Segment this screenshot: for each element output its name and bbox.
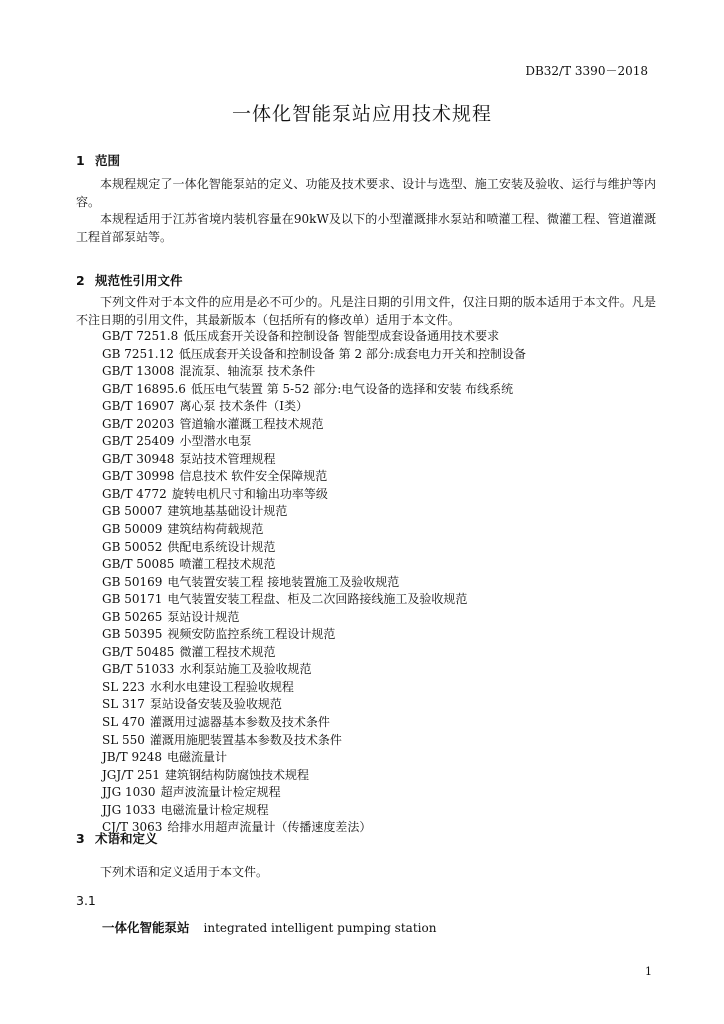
term-english: integrated intelligent pumping station: [203, 921, 437, 935]
reference-code: GB/T 51033: [102, 662, 175, 677]
reference-code: GB/T 4772: [102, 486, 167, 501]
reference-item: [102, 749, 526, 767]
reference-item: [102, 609, 526, 627]
reference-item: [102, 381, 526, 399]
reference-code: GB/T 20203: [102, 416, 175, 431]
reference-item: [102, 714, 526, 732]
reference-item: [102, 661, 526, 679]
reference-title: 低压电气装置 第 5-52 部分:电气设备的选择和安装 布线系统: [190, 381, 514, 396]
reference-item: [102, 468, 526, 486]
reference-item: [102, 503, 526, 521]
reference-code: GB/T 13008: [102, 364, 175, 379]
reference-code: GB 7251.12: [102, 346, 174, 361]
reference-code: JB/T 9248: [102, 750, 163, 765]
scope-paragraph-1: 本规程规定了一体化智能泵站的定义、功能及技术要求、设计与选型、施工安装及验收、运行与维护等内容。: [76, 177, 656, 209]
reference-title: 视频安防监控系统工程设计规范: [167, 627, 336, 642]
section-1-heading: [76, 151, 120, 169]
reference-title: 超声波流量计检定规程: [160, 785, 281, 800]
reference-code: GB/T 30948: [102, 451, 175, 466]
reference-item: [102, 398, 526, 416]
scope-paragraph-2: 本规程适用于江苏省境内装机容量在90kW及以下的小型灌溉排水泵站和喷灌工程、微灌工程、管道灌溉工程首部泵站等。: [76, 212, 656, 244]
reference-title: 泵站设备安装及验收规范: [149, 697, 282, 712]
reference-code: GB 50171: [102, 592, 163, 607]
reference-item: [102, 451, 526, 469]
reference-code: SL 223: [102, 679, 145, 694]
reference-item: [102, 679, 526, 697]
reference-item: [102, 819, 526, 837]
reference-title: 喷灌工程技术规范: [179, 557, 276, 572]
reference-title: 管道输水灌溉工程技术规范: [179, 416, 324, 431]
reference-item: [102, 416, 526, 434]
section-2-number: 2: [76, 273, 85, 288]
reference-title: 信息技术 软件安全保障规范: [179, 469, 328, 484]
reference-title: 建筑地基基础设计规范: [167, 504, 288, 519]
reference-item: [102, 732, 526, 750]
reference-code: GB 50265: [102, 609, 163, 624]
reference-title: 低压成套开关设备和控制设备 第 2 部分:成套电力开关和控制设备: [178, 346, 526, 361]
reference-code: GB/T 25409: [102, 434, 175, 449]
reference-code: CJ/T 3063: [102, 820, 163, 835]
reference-title: 给排水用超声流量计（传播速度差法）: [167, 820, 372, 835]
reference-item: [102, 696, 526, 714]
section-2-heading: [76, 271, 183, 289]
term-chinese: 一体化智能泵站: [102, 920, 190, 935]
reference-code: GB 50169: [102, 574, 163, 589]
reference-code: JJG 1030: [102, 785, 156, 800]
reference-item: [102, 591, 526, 609]
reference-item: [102, 644, 526, 662]
reference-title: 电磁流量计: [167, 750, 228, 765]
reference-item: [102, 521, 526, 539]
reference-title: 建筑结构荷载规范: [167, 522, 264, 537]
reference-item: [102, 767, 526, 785]
term-definition: [102, 918, 436, 936]
reference-title: 泵站技术管理规程: [179, 451, 276, 466]
reference-item: [102, 539, 526, 557]
reference-item: [102, 328, 526, 346]
reference-code: SL 470: [102, 715, 145, 730]
reference-title: 旋转电机尺寸和输出功率等级: [171, 486, 328, 501]
reference-title: 泵站设计规范: [167, 609, 240, 624]
standard-code: DB32/T 3390－2018: [525, 64, 648, 78]
reference-code: GB/T 7251.8: [102, 329, 179, 343]
clause-3-1-number: 3.1: [76, 893, 96, 908]
terms-intro: 下列术语和定义适用于本文件。: [100, 865, 269, 879]
reference-code: GB/T 50485: [102, 644, 175, 659]
reference-code: GB/T 16907: [102, 399, 175, 414]
reference-code: SL 550: [102, 732, 145, 747]
reference-title: 电磁流量计检定规程: [160, 802, 269, 817]
reference-code: JGJ/T 251: [102, 767, 160, 782]
reference-title: 电气装置安装工程盘、柜及二次回路接线施工及验收规范: [167, 592, 468, 607]
reference-code: GB 50007: [102, 504, 163, 519]
page-number: 1: [645, 965, 652, 978]
normative-intro: 下列文件对于本文件的应用是必不可少的。凡是注日期的引用文件，仅注日期的版本适用于本文件。凡是不注日期的引用文件，其最新版本（包括所有的修改单）适用于本文件。: [76, 295, 656, 327]
reference-title: 电气装置安装工程 接地装置施工及验收规范: [167, 574, 400, 589]
section-2-title: 规范性引用文件: [95, 273, 183, 288]
reference-item: [102, 556, 526, 574]
reference-code: SL 317: [102, 697, 145, 712]
reference-title: 混流泵、轴流泵 技术条件: [179, 364, 316, 379]
reference-title: 灌溉用施肥装置基本参数及技术条件: [149, 732, 342, 747]
reference-code: GB/T 30998: [102, 469, 175, 484]
reference-code: GB 50395: [102, 627, 163, 642]
reference-title: 建筑钢结构防腐蚀技术规程: [164, 767, 309, 782]
reference-item: [102, 574, 526, 592]
reference-item: [102, 346, 526, 364]
section-3-heading: [76, 829, 158, 847]
reference-code: GB 50052: [102, 539, 163, 554]
section-1-title: 范围: [95, 153, 121, 168]
reference-item: [102, 486, 526, 504]
reference-item: [102, 626, 526, 644]
reference-title: 微灌工程技术规范: [179, 644, 276, 659]
reference-item: [102, 433, 526, 451]
section-3-number: 3: [76, 831, 85, 846]
reference-code: GB/T 50085: [102, 557, 175, 572]
reference-title: 供配电系统设计规范: [167, 539, 276, 554]
reference-item: [102, 802, 526, 820]
reference-code: GB 50009: [102, 522, 163, 537]
reference-item: [102, 784, 526, 802]
reference-title: 水利泵站施工及验收规范: [179, 662, 312, 677]
reference-code: JJG 1033: [102, 802, 156, 817]
section-3-title: 术语和定义: [95, 831, 158, 846]
reference-title: 水利水电建设工程验收规程: [149, 679, 294, 694]
reference-title: 灌溉用过滤器基本参数及技术条件: [149, 715, 330, 730]
reference-title: 小型潜水电泵: [179, 434, 252, 449]
reference-title: 离心泵 技术条件（Ⅰ类）: [179, 399, 309, 414]
reference-title: 低压成套开关设备和控制设备 智能型成套设备通用技术要求: [183, 329, 500, 343]
reference-code: GB/T 16895.6: [102, 381, 186, 396]
document-title: 一体化智能泵站应用技术规程: [231, 103, 492, 125]
reference-item: [102, 363, 526, 381]
section-1-number: 1: [76, 153, 85, 168]
reference-list: [102, 328, 526, 837]
